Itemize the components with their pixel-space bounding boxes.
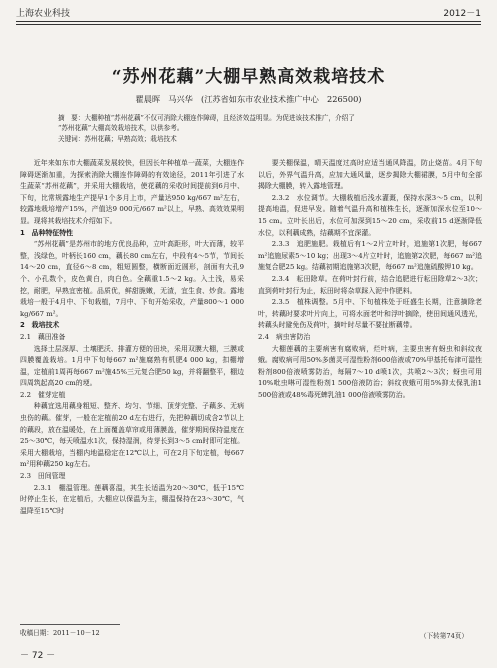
page-number: － 72 － [20,651,56,661]
body-paragraph: 选择土层深厚、土壤肥沃、排灌方便的田块，采用双膜大棚，三膜或四膜覆盖栽培。1月中下旬每667 m²施腐熟有机肥4 000 kg，扣棚增温，定植前1周再每667 m²施45%三元复合肥50 kg，并将翻整平，棚边四周筑起高20 cm的埂。 [20,344,244,388]
section-heading: 2.4 病虫害防治 [258,332,311,341]
journal-name: 上海农业科技 [16,9,71,19]
issue-number: 2012－1 [443,9,481,19]
body-paragraph: 近年来如东市大棚蔬菜发展较快，但因长年种植单一蔬菜，大棚连作障碍逐渐加重，为探索消除大棚连作障碍的有效途径，2011年引进了水生蔬菜“苏州花藕”，并采用大棚栽培，使花藕的采收时间提前到6月中、下旬，比常规露地生产提早1个多月上市，产量达950 kg/667 m²左右，较露地栽培增产15%，产值达9 000元/667 m²以上，早熟、高效效果明显。现将其栽培技术介绍如下。 [20,159,244,225]
section-heading: 2.3 田间管理 [20,472,66,481]
section-heading: 2.2 催芽定植 [20,390,66,399]
body-paragraph: 2.3.1 棚温管理。莲藕喜温，其生长适温为20～30℃，低于15℃时停止生长，在定植后，大棚应以保温为主，棚温保持在23～30℃，气温降至15℃时 [20,483,244,515]
continued-note: （下转第74页） [420,632,468,640]
left-column [20,158,244,517]
author-line: 瞿晨晖 马兴华 (江苏省如东市农业技术推广中心 226500) [135,94,362,104]
abstract-line-2: “苏州花藕”大棚高效栽培技术，以供参考。 [58,124,184,132]
right-column [258,158,482,401]
running-header [16,6,481,18]
body-paragraph: 2.3.5 植株调整。5月中、下旬植株处于旺盛生长期，注意摘除老叶，转藕时要求叶片向上，可将水面老叶和浮叶摘除，使田间通风透光，转藕头时避免伤及荷叶，摘叶时尽量不要扯断藕带。 [258,298,482,330]
received-date: 收稿日期：2011－10－12 [20,629,100,637]
body-paragraph: 2.3.3 追肥施肥。栽植后有1～2片立叶时，追施第1次肥，每667 m²追施尿素5～10 kg；出现3～4片立叶时，追施第2次肥，每667 m²追施复合肥25 kg。结藕初期追施第3次肥，每667 m²追施硫酸钾10 kg。 [258,240,482,272]
body-paragraph: 种藕宜选用藕身粗短、整齐、均匀、节细、顶芽完整、子藕多、无病虫伤的藕。催芽，一般在定植前20 d左右进行，先把种藕切成含2节以上的藕段，放在温暖处，在上面覆盖草帘或用薄膜盖，催芽期间保持温度在25～30℃，每天喷温水1次，保持湿润，待芽长到3～5 cm时即可定植。采用大棚栽培，当棚内地温稳定在12℃以上，可在2月下旬定植，每667 m²用种藕250 kg左右。 [20,402,244,469]
section-heading: 2 栽培技术 [20,321,60,330]
body-paragraph: “苏州花藕”是苏州市的地方优良品种，立叶高距形，叶大而薄，较平整，浅绿色，叶柄长160 cm，藕长80 cm左右，中段有4～5节，节间长14～20 cm，直径6～8 cm，粗短圆整，横断面近圆形，剖面有大孔9个、小孔数个，皮色黄白，肉白色。全藕重1.5～2 kg。入土浅，易采挖，耐肥，早熟宜密植。品质优，鲜甜脆嫩，无渣，宜生食、炒食。露地栽培一般于4月中、下旬栽植，7月中、下旬开始采收，产量800～1 000 kg/667 m²。 [20,240,244,318]
article-title: “苏州花藕”大棚早熟高效栽培技术 [111,67,386,87]
body-paragraph: 2.3.2 水位调节。大棚栽植后浅水灌溉，保持水深3～5 cm，以利提高地温，促进早发。随着气温升高和植株生长，逐渐加深水位至10～15 cm。立叶长出后，水位可加深到15～20 cm，采收前15 d逐渐降低水位，以利藕成熟，结藕期不宜深灌。 [258,193,482,237]
header-rule-2 [16,24,481,25]
body-paragraph: 大棚莲藕的主要病害有腐败病，烂叶病，主要虫害有蚜虫和斜纹夜蛾。腐败病可用50%多菌灵可湿性粉剂600倍液或70%甲基托布津可湿性粉剂800倍液喷雾防治，每隔7～10 d喷1次，共喷2～3次；蚜虫可用10%吡虫啉可湿性粉剂1 500倍液防治；斜纹夜蛾可用5%抑太保乳油1 500倍液或48%毒死蜱乳油1 000倍液喷雾防治。 [258,344,482,399]
body-paragraph: 2.3.4 耘田除草。在荷叶封行前，结合追肥进行耘田除草2～3次；直到荷叶封行为止，耘田时将杂草踩入泥中作肥料。 [258,274,482,295]
keywords-line: 关键词：苏州花藕；早熟高效；栽培技术 [58,135,177,143]
footnote-rule [20,624,120,625]
section-heading: 2.1 藕田准备 [20,332,66,341]
section-heading: 1 品种特征特性 [20,228,74,237]
abstract-line-1: 摘 要：大棚种植“苏州花藕”不仅可消除大棚连作障碍，且经济效益明显。为促进该技术推广，介绍了 [58,114,355,122]
header-rule [16,21,481,22]
body-paragraph: 要关棚保温，晴天温度过高时应适当通风降温，防止烧苗。4月下旬以后，外界气温升高，应加大通风量，逐步揭除大棚裙膜，5月中旬全部揭除大棚膜，转入露地管理。 [258,159,482,191]
